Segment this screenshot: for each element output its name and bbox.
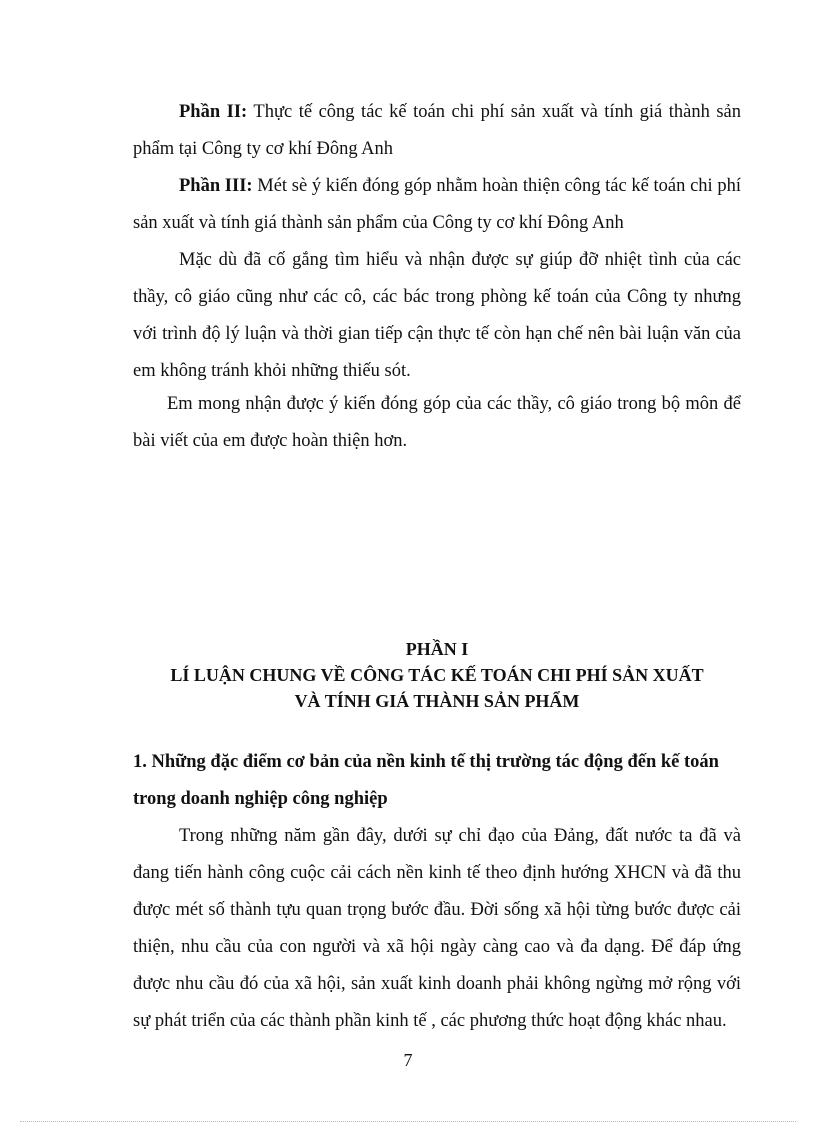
- paragraph-part-2: [133, 94, 741, 168]
- part-2-text: Thực tế công tác kế toán chi phí sản xuất và tính giá thành sản phẩm tại Công ty cơ khí Đông Anh: [133, 102, 741, 159]
- chapter-title-line-2: VÀ TÍNH GIÁ THÀNH SẢN PHẨM: [294, 691, 580, 711]
- part-3-text: Mét sè ý kiến đóng góp nhằm hoàn thiện công tác kế toán chi phí sản xuất và tính giá thành sản phẩm của Công ty cơ khí Đông Anh: [133, 176, 741, 233]
- chapter-title-line-1: LÍ LUẬN CHUNG VỀ CÔNG TÁC KẾ TOÁN CHI PHÍ SẢN XUẤT: [170, 665, 704, 685]
- chapter-heading: [133, 636, 741, 714]
- paragraph-request: Em mong nhận được ý kiến đóng góp của các thầy, cô giáo trong bộ môn để bài viết của em được hoàn thiện hơn.: [133, 394, 741, 451]
- page-number: 7: [403, 1050, 413, 1070]
- section-1-body: Trong những năm gần đây, dưới sự chỉ đạo của Đảng, đất nước ta đã và đang tiến hành công cuộc cải cách nền kinh tế theo định hướng XHCN và đã thu được mét số thành tựu quan trọng bước đầu. Đời sống xã hội từng bước được cải thiện, nhu cầu của con người và xã hội ngày càng cao và đa dạng. Để đáp ứng được nhu cầu đó của xã hội, sản xuất kinh doanh phải không ngừng mở rộng với sự phát triển của các thành phần kinh tế , các phương thức hoạt động khác nhau.: [133, 826, 741, 1031]
- chapter-label: PHẦN I: [405, 639, 469, 659]
- page-bottom-divider: [20, 1121, 796, 1122]
- paragraph-acknowledgement: Mặc dù đã cố gắng tìm hiểu và nhận được sự giúp đỡ nhiệt tình của các thầy, cô giáo cũng như các cô, các bác trong phòng kế toán của Công ty nhưng với trình độ lý luận và thời gian tiếp cận thực tế còn hạn chế nên bài luận văn của em không tránh khỏi những thiếu sót.: [133, 250, 741, 381]
- section-1-title: 1. Những đặc điểm cơ bản của nền kinh tế thị trường tác động đến kế toán trong doanh nghiệp công nghiệp: [133, 752, 719, 809]
- part-2-label: Phần II:: [179, 102, 248, 122]
- part-3-label: Phần III:: [179, 176, 253, 196]
- paragraph-part-3: [133, 168, 741, 242]
